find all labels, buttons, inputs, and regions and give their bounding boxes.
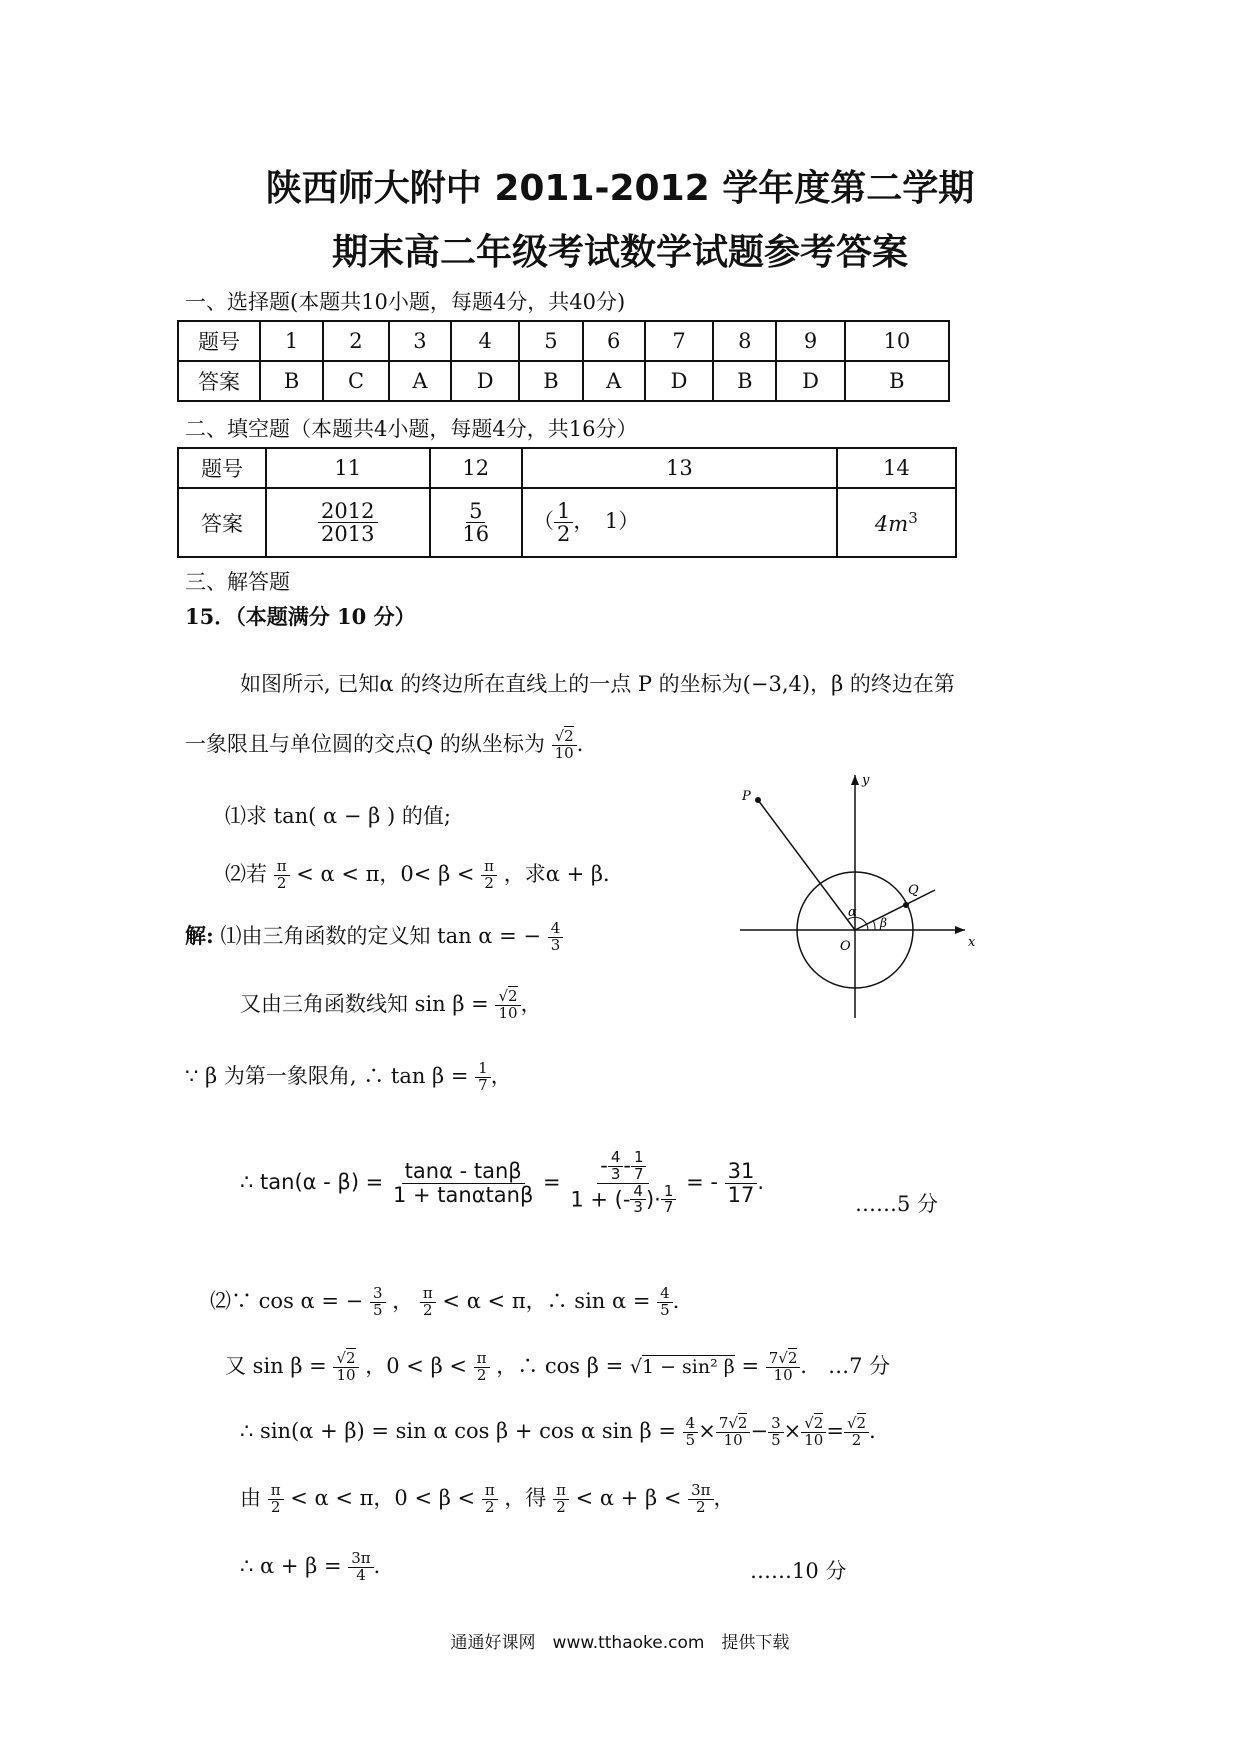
answer-cell: B [845, 361, 949, 401]
score-7: …7 分 [828, 1354, 891, 1378]
numerator: π [474, 1351, 490, 1368]
question-number: 10 [845, 321, 949, 361]
problem-text: 一象限且与单位圆的交点Q 的纵坐标为 [185, 732, 545, 756]
radicand: 2 [564, 727, 574, 746]
paren-open: （ [532, 509, 554, 533]
answer-cell: B [519, 361, 582, 401]
title-line-1: 陕西师大附中 2011-2012 学年度第二学期 [265, 168, 975, 209]
solution-line-5: ⑵∵ cos α = − $\frac{3}{5}$ ， $\frac{\pi}{2}$ < α < π，∴ sin α = $\frac{4}{5}$ ． [210, 1284, 694, 1319]
denominator: 2 [476, 1366, 487, 1384]
problem-line-1: 如图所示, 已知α 的终边所在直线上的一点 P 的坐标为(−3,4)，β 的终边在第 [240, 672, 955, 696]
denominator: 1 + tanαtanβ [392, 1182, 534, 1207]
answer-14 [837, 488, 956, 557]
denominator: 5 [685, 1431, 696, 1449]
answer-cell: A [389, 361, 451, 401]
answer-12 [430, 488, 522, 557]
numerator: tanα - tanβ [402, 1160, 525, 1183]
point-p [755, 797, 761, 803]
solution-text: ∴ sin(α + β) = sin α cos β + cos α sin β = [240, 1419, 676, 1443]
denominator: 10 [804, 1431, 824, 1449]
fill-answer-table [177, 447, 957, 558]
x-axis-arrow-icon [955, 926, 965, 934]
question-number: 2 [323, 321, 389, 361]
radicand: 2 [787, 1349, 798, 1368]
label-p: P [742, 789, 751, 804]
numerator: 4 [630, 1184, 646, 1201]
denominator: 2 [270, 1498, 281, 1516]
answer-11 [266, 488, 430, 557]
denominator: 10 [723, 1431, 743, 1449]
denominator: 17 [727, 1182, 755, 1207]
question-number: 14 [837, 448, 956, 488]
title-line-2: 期末高二年级考试数学试题参考答案 [331, 232, 908, 273]
denominator: 10 [773, 1366, 793, 1384]
question-number: 7 [645, 321, 713, 361]
label-q: Q [908, 883, 919, 898]
denominator: 10 [554, 744, 574, 762]
numerator: 4 [683, 1416, 699, 1433]
numerator: π [420, 1286, 436, 1303]
denominator: 3 [550, 936, 561, 954]
equals: = [543, 1170, 561, 1194]
solution-text: < α < π，0 < β < [290, 1486, 476, 1510]
solution-line-8: 由 $\frac{\pi}{2}$ < α < π，0 < β < $\frac{\pi}{2}$ ，得 $\frac{\pi}{2}$ < α + β < $\frac{3\pi}{2}$ ， [240, 1481, 735, 1516]
fraction-numerator: 1 [554, 500, 573, 523]
solution-text: ，0 < β < [365, 1354, 467, 1378]
table-row [178, 361, 949, 401]
numerator: 1 [661, 1184, 677, 1201]
score-10: ……10 分 [750, 1559, 847, 1583]
solution-text: ∴ α + β = [240, 1554, 342, 1578]
question-number: 6 [583, 321, 645, 361]
numerator: 31 [725, 1160, 758, 1183]
numerator: 4 [657, 1286, 673, 1303]
question-1: ⑴求 tan( α − β ) 的值; [225, 804, 451, 828]
radicand: 2 [856, 1414, 867, 1433]
alpha-terminal-ray [758, 800, 855, 930]
coefficient: 7 [718, 1414, 729, 1433]
solution-line-9: ∴ α + β = $\frac{3\pi}{4}$ ． [240, 1549, 395, 1584]
solution-text: ，∴ cos β = [496, 1354, 624, 1378]
numerator: 3 [370, 1286, 386, 1303]
label-x: x [968, 935, 976, 950]
question-number: 4 [451, 321, 519, 361]
y-axis-arrow-icon [851, 775, 859, 785]
denominator: 10 [336, 1366, 356, 1384]
solution-line-6: 又 sin β = $\frac{√2}{10}$ ，0 < β < $\frac{\pi}{2}$ ，∴ cos β = √1 − sin² β = $\frac{7√2}{10}$ ． …7 分 [225, 1349, 891, 1384]
solution-text: 由 [240, 1486, 261, 1510]
row-label: 题号 [178, 321, 260, 361]
question-number: 3 [389, 321, 451, 361]
solution-line-3: ∵ β 为第一象限角, ∴ tan β = $\frac{1}{7}$ ， [185, 1059, 512, 1094]
choice-answer-table [177, 320, 950, 402]
answer-cell: B [260, 361, 323, 401]
label-y: y [862, 773, 870, 788]
numerator: 4 [548, 921, 564, 938]
numerator: π [268, 1483, 284, 1500]
solution-text: 又 sin β = [225, 1354, 327, 1378]
question-number: 13 [522, 448, 837, 488]
coefficient: 7 [768, 1349, 779, 1368]
numerator: 3π [348, 1551, 373, 1568]
denominator: 5 [372, 1301, 383, 1319]
exponent: 3 [908, 509, 918, 527]
q2-suffix: ，求α + β． [503, 862, 624, 886]
solution-text: ⑴由三角函数的定义知 tan α = − [220, 924, 542, 948]
denominator: 10 [498, 1004, 518, 1022]
numerator: 1 [475, 1061, 491, 1078]
numerator: π [274, 859, 290, 876]
denominator: 4 [356, 1566, 366, 1584]
numerator: 3 [768, 1416, 784, 1433]
fraction-numerator: 5 [466, 500, 485, 523]
answer-cell: D [776, 361, 844, 401]
answer-13 [522, 488, 837, 557]
denominator: 2 [484, 874, 494, 892]
denominator: 7 [663, 1198, 674, 1217]
denominator: 7 [478, 1076, 488, 1094]
solution-text: ，得 [504, 1486, 547, 1510]
denominator: 2 [276, 874, 287, 892]
numerator: π [553, 1483, 569, 1500]
solution-label: 解: [185, 923, 214, 948]
q2-middle: < α < π，0< β < [296, 862, 475, 886]
solution-text: ∴ tan(α - β) = [240, 1170, 384, 1194]
label-beta: β [880, 916, 887, 930]
interval-end: ， 1） [573, 509, 640, 533]
beta-arc [873, 920, 875, 930]
denominator: 5 [660, 1301, 670, 1319]
answer-cell: C [323, 361, 389, 401]
q15-heading: 15．（本题满分 10 分） [185, 604, 416, 629]
table-row [178, 488, 956, 557]
solution-text: < α + β < [575, 1486, 682, 1510]
question-number: 9 [776, 321, 844, 361]
fraction-denominator: 2 [556, 522, 571, 546]
table-row [178, 448, 956, 488]
result-sign: = - [686, 1170, 718, 1194]
solution-text: ∵ β 为第一象限角, ∴ tan β = [185, 1064, 469, 1088]
question-2 [225, 858, 624, 892]
radicand: 2 [737, 1414, 748, 1433]
table-row [178, 321, 949, 361]
radicand: 2 [346, 1349, 356, 1368]
answer-cell: D [645, 361, 713, 401]
fraction-denominator: 16 [462, 522, 490, 546]
numerator: 4 [608, 1150, 624, 1167]
denominator: 2 [556, 1498, 566, 1516]
denominator: 5 [771, 1431, 781, 1449]
score-5: ……5 分 [855, 1192, 939, 1216]
question-number: 1 [260, 321, 323, 361]
compound-fraction: - $\frac{4}{3}$ - $\frac{1}{7}$ 1 + (- $\frac{4}{3}$ )· $\frac{1}{7}$ [567, 1150, 679, 1216]
denominator: 3 [633, 1198, 643, 1217]
radicand: 2 [813, 1414, 824, 1433]
numerator: 3π [688, 1483, 713, 1500]
label-alpha: α [848, 905, 857, 920]
question-number: 5 [519, 321, 582, 361]
question-number: 8 [713, 321, 776, 361]
section1-heading: 一、选择题(本题共10小题，每题4分，共40分) [185, 290, 626, 314]
numerator: 1 [631, 1150, 647, 1167]
solution-line-1 [185, 920, 563, 954]
volume-value: 4m [874, 512, 909, 536]
numerator: π [481, 859, 497, 876]
q2-prefix: ⑵若 [225, 862, 267, 886]
denominator: 2 [851, 1431, 862, 1449]
separator: ， [392, 1289, 414, 1313]
row-label: 题号 [178, 448, 266, 488]
denominator: 2 [485, 1498, 495, 1516]
problem-line-2: 一象限且与单位圆的交点Q 的纵坐标为 $\frac{√2}{10}$ ． [185, 727, 598, 762]
solution-text: 又由三角函数线知 sin β = [240, 992, 489, 1016]
denominator: 3 [610, 1164, 621, 1183]
denominator: 2 [696, 1498, 706, 1516]
solution-line-2: 又由三角函数线知 sin β = $\frac{√2}{10}$ ， [240, 987, 542, 1022]
row-label: 答案 [178, 361, 260, 401]
radicand: 2 [508, 987, 518, 1006]
answer-cell: A [583, 361, 645, 401]
denominator: 7 [633, 1164, 644, 1183]
solution-text: < α < π，∴ sin α = [442, 1289, 651, 1313]
point-q [903, 902, 909, 908]
equals: = [741, 1354, 760, 1378]
question-number: 12 [430, 448, 522, 488]
label-o: O [840, 939, 851, 954]
fraction-numerator: 2012 [318, 500, 377, 523]
row-label: 答案 [178, 488, 266, 557]
fraction-denominator: 2013 [321, 522, 375, 546]
section3-heading: 三、解答题 [185, 570, 290, 594]
question-number: 11 [266, 448, 430, 488]
radicand: 1 − sin² β [641, 1356, 735, 1378]
answer-cell: D [451, 361, 519, 401]
unit-circle-diagram [740, 770, 1000, 1020]
numerator: π [482, 1483, 498, 1500]
solution-line-4: ∴ tan(α - β) = $\frac{\tan\alpha - \tan\beta}{1 + \tan\alpha\tan\beta}$ = - $\frac{4}{3}$ - $\frac{1}{7}$ 1 + (- $\frac{4}{3}$ )· $\frac{1}{7}$ = - $\frac{31}{17}$ . [240, 1148, 765, 1217]
solution-text: ⑵∵ cos α = − [210, 1289, 364, 1313]
solution-line-7: ∴ sin(α + β) = sin α cos β + cos α sin β = $\frac{4}{5}$ × $\frac{7√2}{10}$ − $\frac{3}{5}$ × $\frac{√2}{10}$ = $\frac{√2}{2}$ ． [240, 1414, 891, 1449]
page-footer: 通通好课网 www.tthaoke.com 提供下载 [450, 1633, 790, 1653]
answer-cell: B [713, 361, 776, 401]
section2-heading: 二、填空题（本题共4小题，每题4分，共16分） [185, 417, 638, 441]
denominator: 2 [423, 1301, 433, 1319]
